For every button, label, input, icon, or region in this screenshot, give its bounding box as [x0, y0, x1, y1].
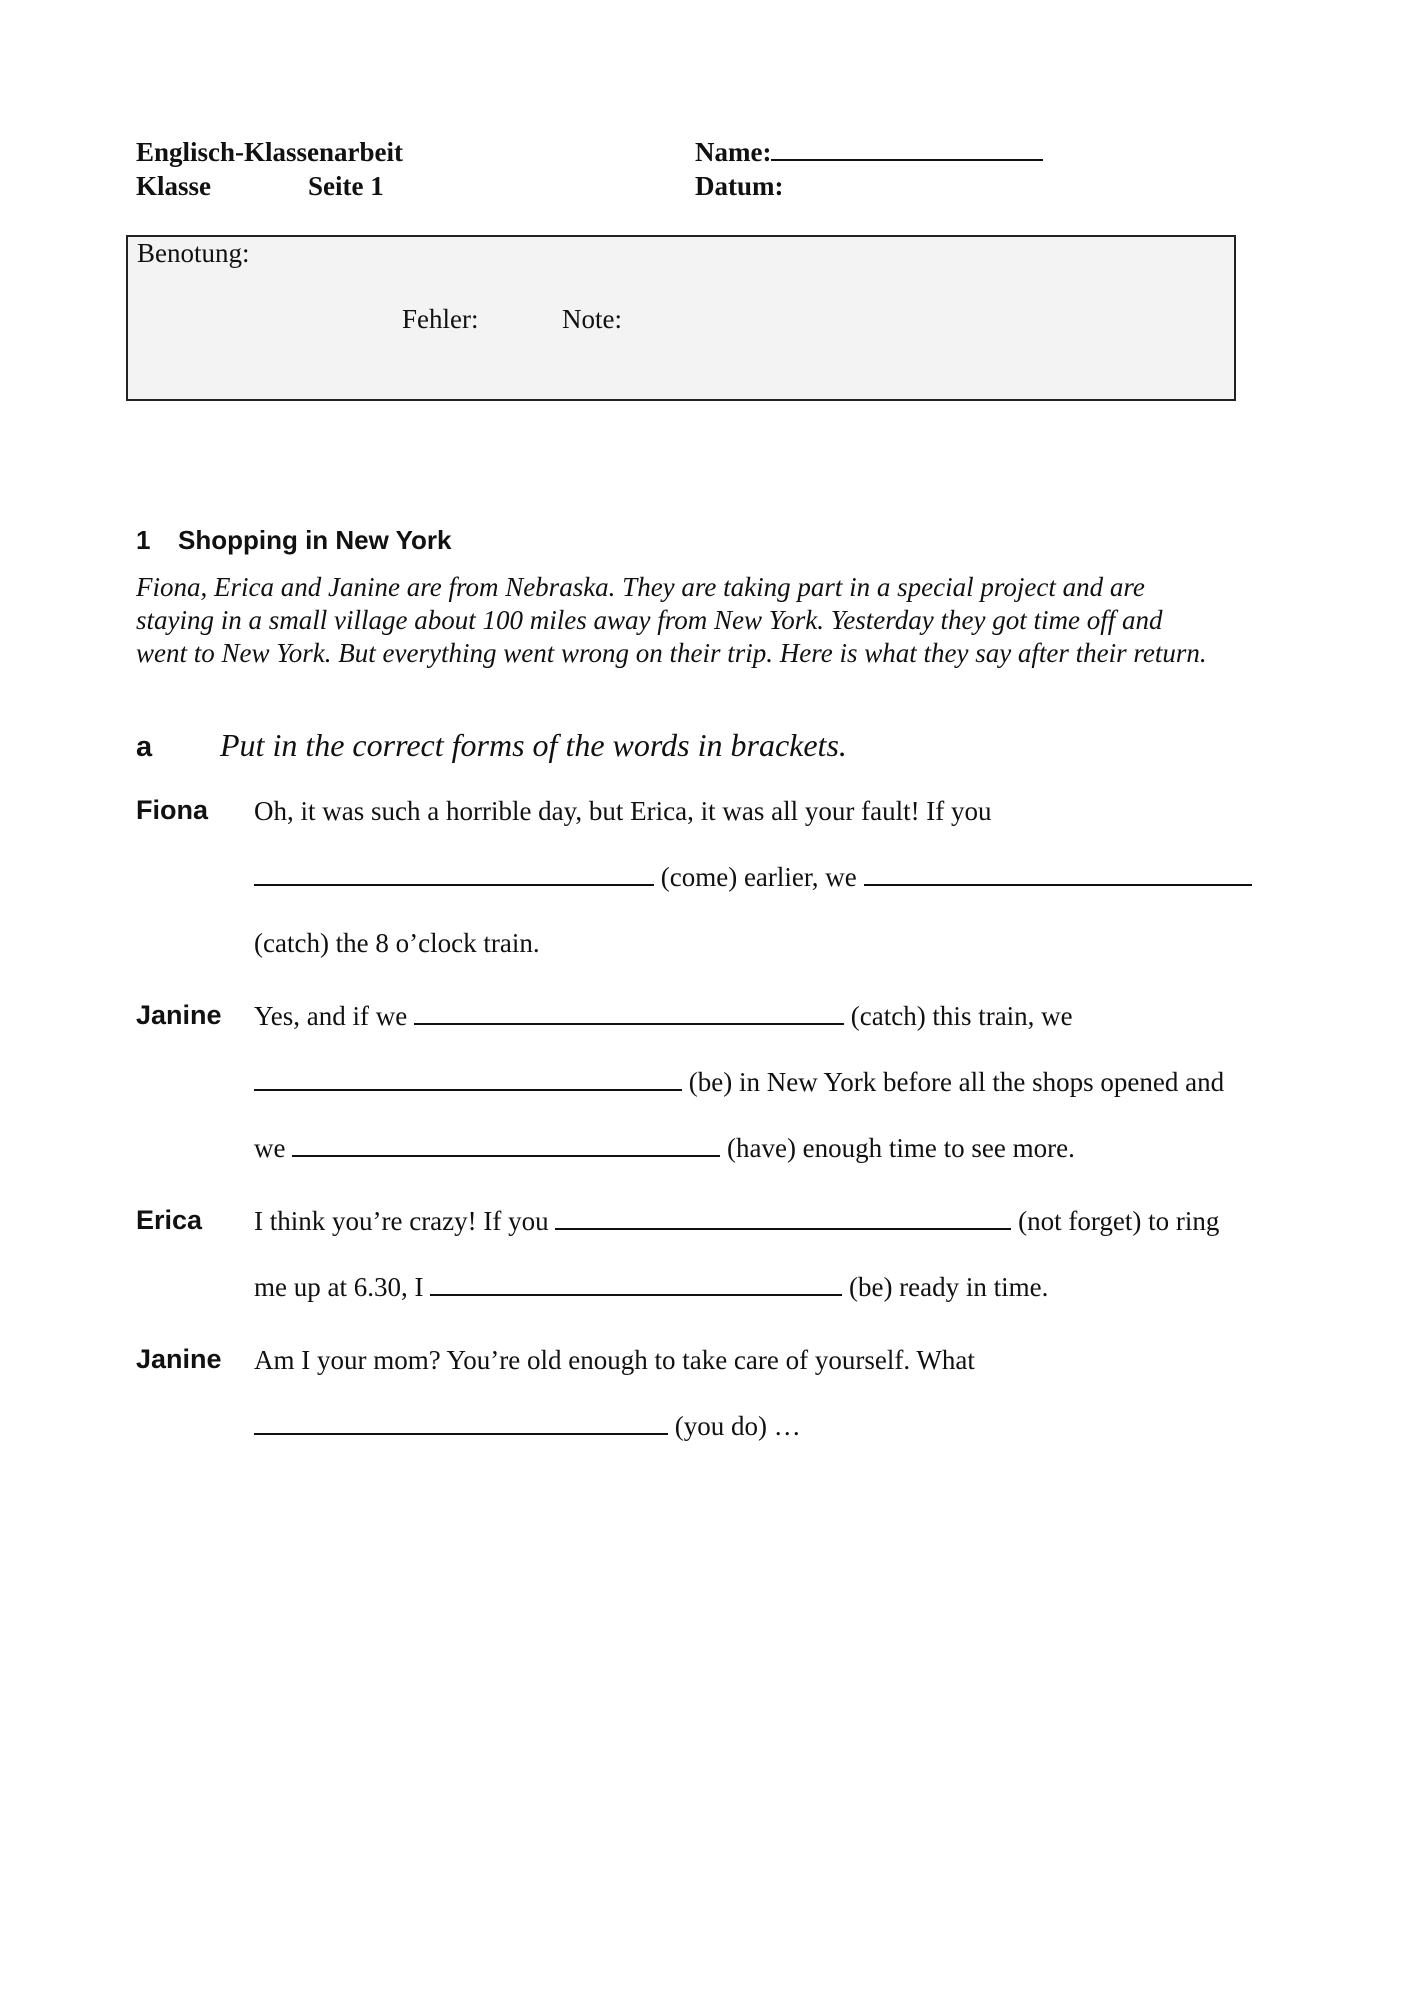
name-blank[interactable] — [771, 137, 1043, 161]
janine2-line-2 — [254, 1410, 801, 1442]
grading-box — [126, 235, 1236, 401]
fiona-line-1: Oh, it was such a horrible day, but Erica, it was all your fault! If you — [254, 796, 992, 826]
speaker-erica: Erica — [136, 1205, 203, 1235]
erica-line-1 — [254, 1205, 1219, 1237]
date-label: Datum: — [695, 171, 784, 201]
speaker-fiona: Fiona — [136, 795, 208, 825]
janine-text-2: (be) in New York before all the shops opened and — [688, 1067, 1225, 1097]
erica-text-1b: (not forget) to ring — [1018, 1206, 1220, 1236]
janine-line-3 — [254, 1132, 1075, 1164]
erica-blank-2[interactable] — [430, 1272, 842, 1296]
klasse-label: Klasse — [136, 171, 212, 201]
janine-blank-3[interactable] — [292, 1133, 720, 1157]
janine-text-1a: Yes, and if we — [254, 1001, 408, 1031]
fiona-line-3: (catch) the 8 o’clock train. — [254, 928, 540, 958]
erica-line-2 — [254, 1271, 1048, 1303]
section-title: Shopping in New York — [178, 525, 452, 555]
erica-text-1a: I think you’re crazy! If you — [254, 1206, 549, 1236]
janine2-text-2: (you do) … — [674, 1411, 801, 1441]
janine-line-2 — [254, 1066, 1224, 1098]
name-field[interactable] — [695, 136, 1043, 168]
erica-text-2b: (be) ready in time. — [848, 1272, 1049, 1302]
name-label: Name: — [695, 137, 772, 167]
intro-line-2: staying in a small village about 100 miles away from New York. Yesterday they got time off and — [136, 605, 1163, 635]
worksheet-title: Englisch-Klassenarbeit — [136, 137, 404, 167]
janine-line-1 — [254, 1000, 1073, 1032]
janine-blank-2[interactable] — [254, 1067, 682, 1091]
janine-text-1b: (catch) this train, we — [850, 1001, 1073, 1031]
intro-line-1: Fiona, Erica and Janine are from Nebraska. They are taking part in a special project and are — [136, 572, 1145, 602]
janine-text-3b: (have) enough time to see more. — [726, 1133, 1075, 1163]
janine2-blank-1[interactable] — [254, 1411, 668, 1435]
fiona-blank-2[interactable] — [864, 862, 1252, 886]
janine-text-3a: we — [254, 1133, 286, 1163]
fiona-blank-1[interactable] — [254, 862, 654, 886]
fiona-line-2 — [254, 861, 1252, 893]
erica-text-2a: me up at 6.30, I — [254, 1272, 424, 1302]
section-number: 1 — [136, 525, 151, 555]
note-label: Note: — [562, 304, 622, 334]
fiona-hint-come: (come) earlier, we — [660, 862, 857, 892]
task-letter: a — [136, 731, 153, 763]
speaker-janine-2: Janine — [136, 1344, 222, 1374]
benotung-label: Benotung: — [137, 238, 250, 268]
janine-blank-1[interactable] — [414, 1001, 844, 1025]
page-label: Seite 1 — [308, 171, 384, 201]
intro-line-3: went to New York. But everything went wrong on their trip. Here is what they say after their return. — [136, 638, 1207, 668]
erica-blank-1[interactable] — [555, 1206, 1011, 1230]
speaker-janine: Janine — [136, 1000, 222, 1030]
fehler-label: Fehler: — [402, 304, 479, 334]
task-instruction: Put in the correct forms of the words in brackets. — [220, 727, 847, 763]
janine2-line-1: Am I your mom? You’re old enough to take care of yourself. What — [254, 1345, 975, 1375]
